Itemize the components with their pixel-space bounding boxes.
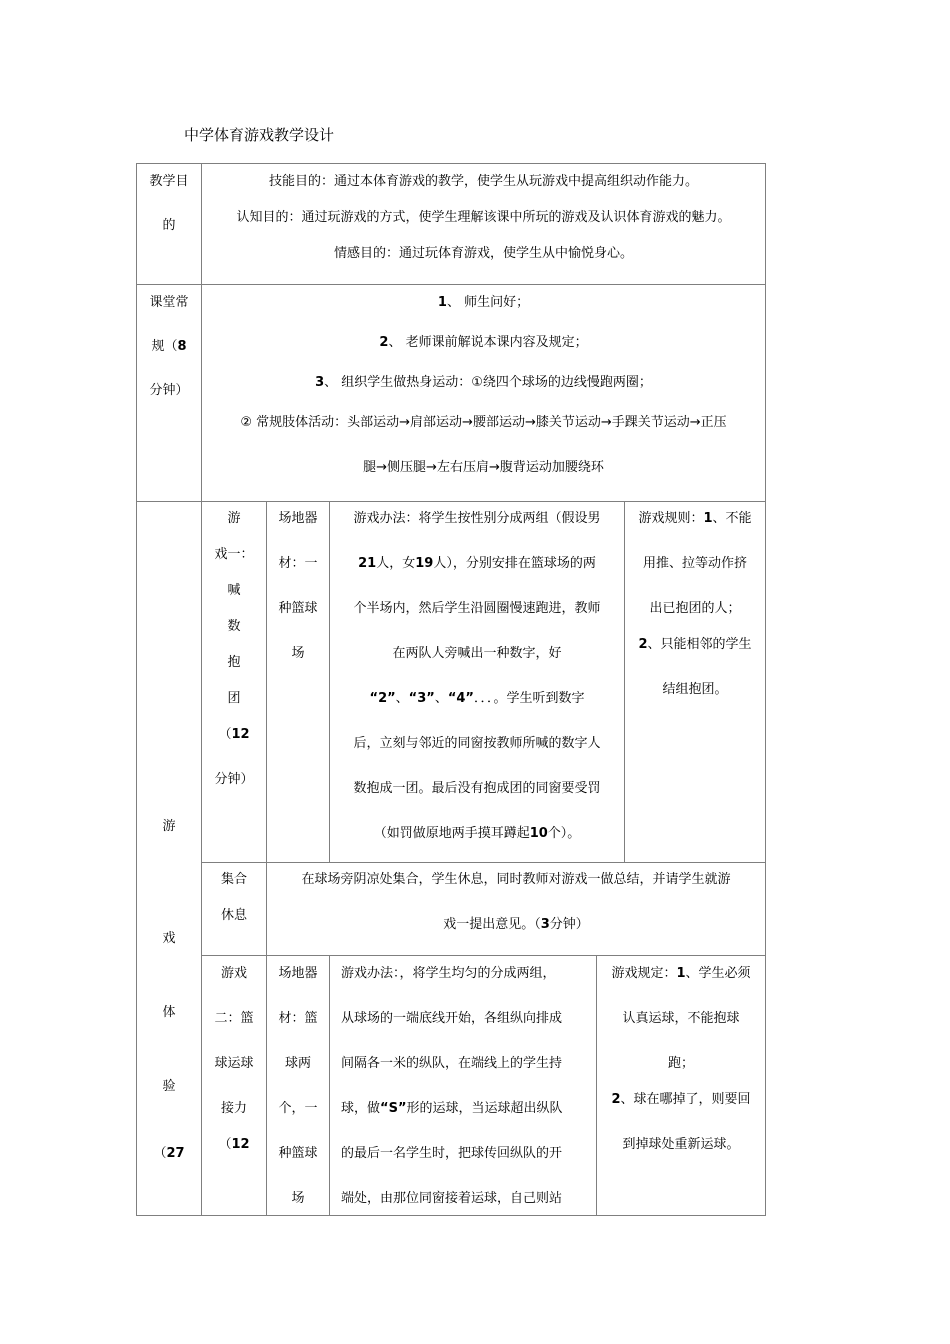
game1-name-line: （12 [218, 727, 250, 742]
skill-objective: 技能目的：通过本体育游戏的教学，使学生从玩游戏中提高组织动作能力。 [268, 174, 698, 189]
game1-method-line: 21人，女19人），分别安排在篮球场的两 [358, 556, 596, 571]
game2-method-line: 游戏办法：，将学生均匀的分成两组， [341, 966, 556, 981]
game2-method-line: 球，做“S”形的运球，当运球超出纵队 [341, 1101, 563, 1116]
game1-venue-line: 场 [291, 646, 305, 661]
rest-text-line: 戏一提出意见。（3分钟） [443, 917, 589, 932]
game1-name-line: 分钟） [214, 772, 254, 787]
game2-rules-line: 到掉球处重新运球。 [622, 1137, 740, 1152]
objectives-content-cell [201, 163, 766, 285]
game2-name-line: 游戏 [220, 966, 247, 981]
game1-name-line: 数 [227, 619, 241, 634]
game1-rules-cell [624, 501, 766, 863]
game1-method-cell [329, 501, 625, 863]
rest-name-line: 集合 [220, 872, 247, 887]
game2-rules-line: 认真运球，不能抱球 [622, 1011, 740, 1026]
game1-method-line: 个半场内，然后学生沿圆圈慢速跑进，教师 [353, 601, 601, 616]
game1-venue-line: 材：一 [278, 556, 318, 571]
objectives-label-cell [136, 163, 202, 285]
game1-method-line: 数抱成一团。最后没有抱成团的同窗要受罚 [353, 781, 601, 796]
game2-method-line: 的最后一名学生时，把球传回纵队的开 [341, 1146, 563, 1161]
game2-venue-line: 材：篮 [278, 1011, 318, 1026]
rest-name-line: 休息 [220, 908, 247, 923]
game1-method-line: 游戏办法：将学生按性别分成两组（假设男 [353, 511, 601, 526]
game2-venue-line: 个，一 [278, 1101, 318, 1116]
game2-rules-cell [596, 955, 766, 1216]
lesson-table [136, 163, 766, 1216]
game2-name-line: （12 [218, 1137, 250, 1152]
emotional-objective: 情感目的：通过玩体育游戏，使学生从中愉悦身心。 [333, 246, 633, 261]
game2-method-line: 间隔各一米的纵队，在端线上的学生持 [341, 1056, 563, 1071]
game1-venue-cell [266, 501, 330, 863]
experience-label-char: 戏 [162, 931, 176, 946]
routine-content-cell [201, 284, 766, 502]
game1-name-line: 游 [227, 511, 241, 526]
game2-name-line: 接力 [220, 1101, 247, 1116]
game2-venue-line: 球两 [284, 1056, 311, 1071]
experience-label-char: 验 [162, 1079, 176, 1094]
objectives-label-line: 教学目 [149, 174, 189, 189]
routine-label-line: 课堂常 [149, 295, 189, 310]
experience-label-cell [136, 501, 202, 1216]
experience-label-char: （27 [153, 1146, 185, 1161]
game2-method-line: 端处，由那位同窗接着运球，自己则站 [341, 1191, 563, 1206]
game1-name-line: 团 [227, 691, 241, 706]
routine-line: 1、 师生问好； [437, 295, 530, 310]
game1-venue-line: 种篮球 [278, 601, 318, 616]
routine-line: 2、 老师课前解说本课内容及规定； [379, 335, 588, 350]
game2-venue-line: 种篮球 [278, 1146, 318, 1161]
game1-method-line: 后，立刻与邻近的同窗按教师所喊的数字人 [353, 736, 601, 751]
game1-rules-line: 结组抱团。 [662, 682, 728, 697]
game2-rules-line: 2、球在哪掉了，则要回 [611, 1092, 751, 1107]
routine-line: 腿→侧压腿→左右压肩→腹背运动加腰绕环 [363, 460, 604, 475]
game2-method-cell [329, 955, 597, 1216]
rest-text-line: 在球场旁阴凉处集合，学生休息，同时教师对游戏一做总结，并请学生就游 [301, 872, 731, 887]
game1-name-line: 戏一： [214, 547, 254, 562]
game2-venue-cell [266, 955, 330, 1216]
game2-rules-line: 跑； [667, 1056, 694, 1071]
game1-name-line: 喊 [227, 583, 241, 598]
game2-name-line: 二：篮 [214, 1011, 254, 1026]
game1-rules-line: 2、只能相邻的学生 [638, 637, 752, 652]
game2-name-cell [201, 955, 267, 1216]
game2-venue-line: 场 [291, 1191, 305, 1206]
routine-line: 3、 组织学生做热身运动：①绕四个球场的边线慢跑两圈； [315, 375, 652, 390]
routine-label-line: 分钟） [149, 383, 189, 398]
experience-label-char: 体 [162, 1005, 176, 1020]
experience-label-char: 游 [162, 819, 176, 834]
game2-method-line: 从球场的一端底线开始，各组纵向排成 [341, 1011, 563, 1026]
page-title: 中学体育游戏教学设计 [184, 126, 335, 144]
cognitive-objective: 认知目的：通过玩游戏的方式，使学生理解该课中所玩的游戏及认识体育游戏的魅力。 [236, 210, 731, 225]
game1-method-line: 在两队人旁喊出一种数字，好 [392, 646, 562, 661]
routine-line: ② 常规肢体活动：头部运动→肩部运动→腰部运动→膝关节运动→手踝关节运动→正压 [240, 415, 727, 430]
rest-name-cell [201, 862, 267, 956]
game1-name-cell [201, 501, 267, 863]
game1-rules-line: 用推、拉等动作挤 [642, 556, 747, 571]
routine-label-line: 规（8 [151, 339, 187, 354]
game1-venue-line: 场地器 [278, 511, 318, 526]
game1-name-line: 抱 [227, 655, 241, 670]
game2-venue-line: 场地器 [278, 966, 318, 981]
routine-label-cell [136, 284, 202, 502]
objectives-label-line: 的 [162, 218, 176, 233]
game1-rules-line: 出已抱团的人； [649, 601, 741, 616]
rest-text-cell [266, 862, 766, 956]
game1-method-line: （如罚做原地两手摸耳蹲起10个）。 [373, 826, 581, 841]
game1-rules-line: 游戏规则：1、不能 [638, 511, 752, 526]
game2-name-line: 球运球 [214, 1056, 254, 1071]
game1-method-line: “2”、“3”、“4”．．．。学生听到数字 [369, 691, 585, 706]
game2-rules-line: 游戏规定：1、学生必须 [611, 966, 751, 981]
